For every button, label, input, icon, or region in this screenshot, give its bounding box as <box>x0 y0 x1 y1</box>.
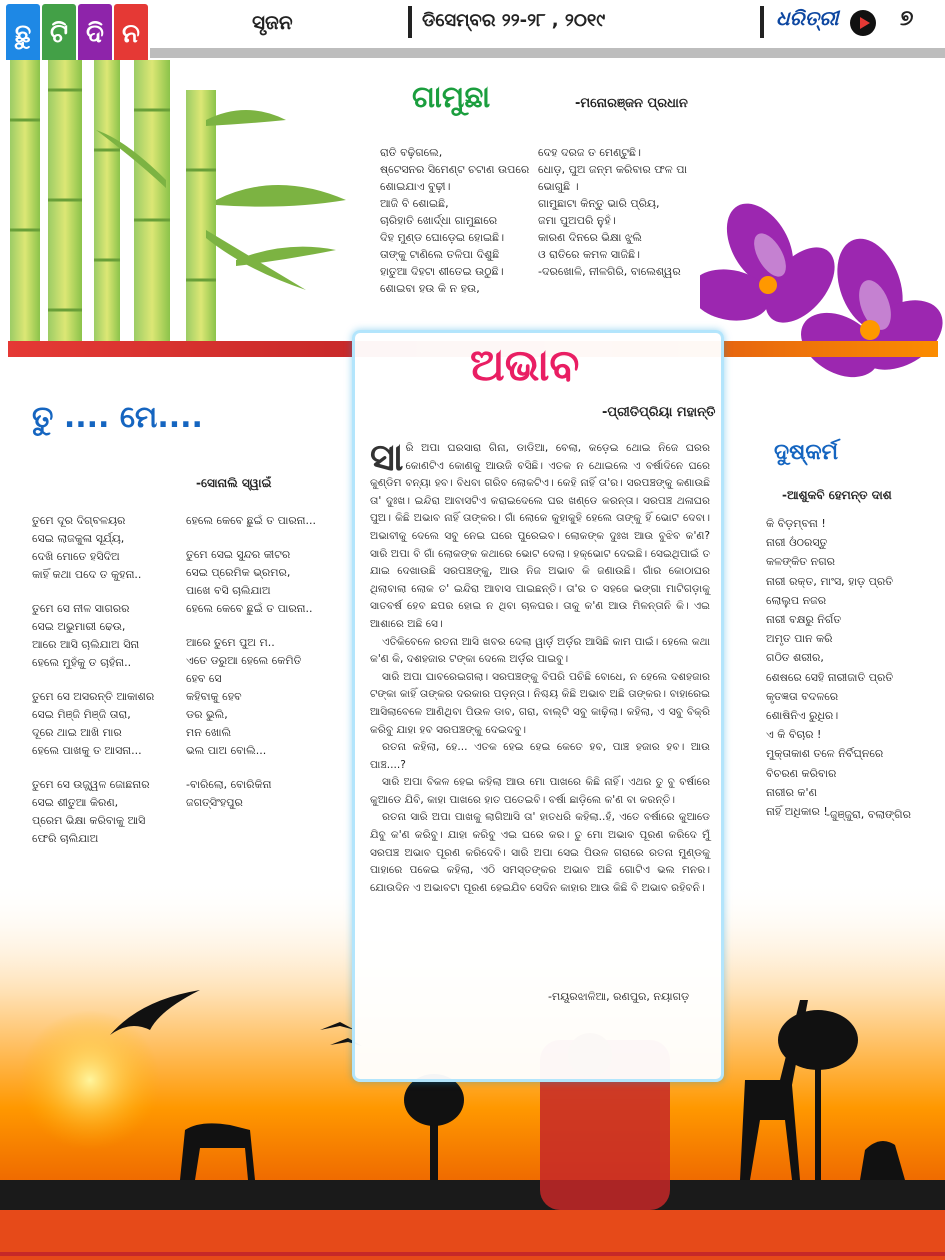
poem-line: ନାରୀ ବକ୍ଷରୁ ନିର୍ଗତ <box>766 613 842 627</box>
story-paragraph: ଏତିକିବେଳେ ରତନା ଆସି ଖବର ଦେଲା ୱାର୍ଡ଼ ଅର୍ଡ଼ର ଆସିଛି କାମ ପାଇଁ। ହେଲେ କଥା କ'ଣ କି, ଦଶହଜାର ଟଙ୍କା ଦେଲେ ଅର୍ଡ଼ର ପାଇବୁ। <box>370 635 710 666</box>
poem-line: ଶେଷରେ ସେହି ନାରୀଜାତି ପ୍ରତି <box>766 670 894 684</box>
story-paragraph: ସାରି ଅପା ଘାବରେଇଗଲା। ସରପଞ୍ଚଙ୍କୁ ବିପରି ପଚିଛି ବୋଧେ, ନ ହେଲେ ଦଶହଜାର ଟଙ୍କା କାହିଁ ତାଙ୍କର ଦରକାର ପଡ଼ନ୍ତା। ନିଶ୍ଚୟ କିଛି ଅଭାବ ଅଛି ତାଙ୍କର। ବାହାରେଇ ଆସିଲାବେଳେ ଆଣିଥିବା ପିଉଳ ଡାବ, ଗରା, ବାଲ୍ଟି ସବୁ କାଢ଼ିଲା। କହିଲା, ଏ ସବୁ ବିକ୍ରି କରିବୁ ଯାହା ହବ ସରପଞ୍ଚଙ୍କୁ ଦେଇଦବୁ। <box>370 670 710 736</box>
poem-line: ତାଙ୍କୁ ଟାଣିଲେ ତଳିପା ଦିଶୁଛି <box>380 248 500 261</box>
page-number: ୭ <box>900 6 914 31</box>
poem-line: ରାତି ବଢ଼ିଗଲେ, <box>380 146 443 159</box>
poem-line: ଧୋଡ଼, ପୁଅ ଜନ୍ମ କରିବାର ଫଳ ପା <box>538 163 687 176</box>
footer-rule <box>0 1252 945 1256</box>
page-header <box>0 0 945 50</box>
brand-letter: ନ <box>114 4 148 64</box>
poem-line: ଷ୍ଟେସନର ସିମେଣ୍ଟ ଚଟାଣ ଉପରେ <box>380 163 530 176</box>
poem-line: ଗଠିତ ଶରୀର, <box>766 651 824 665</box>
brand-letter: ଛୁ <box>6 4 40 64</box>
poem-signature: -ଜୁଞ୍ଜୁରା, ବଲାଙ୍ଗିର <box>826 808 911 821</box>
poem-line: କାହିଁ କଥା ପଦେ ତ କୁହନା.. <box>32 568 142 581</box>
poem-column <box>766 514 893 821</box>
poem-author: -ଆଶୁକବି ହେମନ୍ତ ଦାଶ <box>782 488 892 502</box>
story-paragraph: ସାରି ଅପା ଘରସାରା ଗିନା, ଡାଡିଆ, ବେଲା, କଡ଼େଇ ଥୋଇ ନିଜେ ଘରର କୋଣଟିଏ କୋଣକୁ ଆଉଜି ବସିଛି। ଏତକ ନ ଥୋଇଲେ ଏ ବର୍ଷାଦିନେ ଘରେ କୁଣ୍ଡିମ ବନ୍ୟା ହବ। ବିଧବା ଗରିବ ଲୋକଟିଏ। କେହି ନାହିଁ ତା'ର। ସରପଞ୍ଚଙ୍କୁ କଣାଉଛି ତା' ଦୁଃଖ। ଇନ୍ଦିରା ଆବାସଟିଏ କରାଇଦେଲେ ଘର ଖଣ୍ଡେ କରନ୍ତା। ସରପଞ୍ଚ ଥଳାଘର ପୁଅ। କିଛି ଅଭାବ ନାହିଁ ତାଙ୍କର। ଗାଁ ଲୋକେ କୁହାକୁହି ହେଲେ ତାଙ୍କୁ ହିଁ ଭୋଟ ଦେବା। ଅଭାବୀକୁ ଦେଲେ ସବୁ ନେଇ ଘରେ ପୁରେଇବ। ଲୋକଙ୍କ ଦୁଃଖ ଆଉ ବୁଝିବ କ'ଣ? ସାରି ଅପା ବି ଗାଁ ଲୋକଙ୍କ କଥାରେ ଭୋଟ ଦେଲା। ହକ୍‌ଭୋଟ ଦେଇଛି। ସେଇଥିପାଇଁ ତ ଯାଇ ଦେଖାଉଛି ସରପଞ୍ଚଙ୍କୁ, ଆଉ ନିଜ ଅଭାବ କି ଜଣାଉଛି। ଗାଁର କୋଠାଘର ଥିଲାବାଲା ଲୋକ ତ' ଇନ୍ଦିରା ଆବାସ ପାଇଛନ୍ତି। ତା'ର ତ ସହଜେ ଭଙ୍ଗା ମାଟିଗଡ଼ାକୁ ସାତବର୍ଷ ହେବ ଛପର ହୋଇ ନ ଥିବା ଚାଳଘର। ତାକୁ କ'ଣ ଆଉ ମିଳନ୍ତାନି କି। ଏଇ ଆଶାରେ ଅଛି ସେ। <box>370 435 710 630</box>
poem-line: ପାଖେ ବସି ଚାଲିଯାଅ <box>186 584 271 597</box>
poem-line: ପ୍ରେମ ଭିକ୍ଷା କରିବାକୁ ଆସି <box>32 814 146 827</box>
poem-line: ହାତୁଆ ଦିହଟା ଶୀତେଇ ଉଠୁଛି। <box>380 265 504 278</box>
drop-cap: ସା <box>370 435 404 479</box>
poem-author: -ମନୋରଞ୍ଜନ ପ୍ରଧାନ <box>575 96 688 111</box>
poem-column <box>32 512 154 848</box>
poem-line: ସେଇ ଶୀତୁଆ କିରଣ, <box>32 796 119 809</box>
poem-line: ଏ କି ବିଚାର ! <box>766 728 822 742</box>
play-icon <box>850 10 876 36</box>
story-paragraph: ରତନା କହିଲା, ହେ... ଏତକ ହେଇ ହେଇ କେତେ ହବ, ପାଞ୍ଚ ହଜାର ହବ। ଆଉ ପାଞ୍ଚ....? <box>370 741 710 771</box>
poem-line: ଶୋଷିନିଏ ରୁଧିର। <box>766 709 839 723</box>
poem-line: ଭଲ ପାଅ ବୋଲି... <box>186 744 267 757</box>
poem-line: ଲୋଲୁପ ନଜର <box>766 593 827 607</box>
poem-line: ସେଇ ଲାଜକୁଳା ସୂର୍ଯ୍ୟ, <box>32 532 125 545</box>
poem-line: ନାରୀ ରକ୍ତ, ମାଂସ, ହାଡ଼ ପ୍ରତି <box>766 574 894 588</box>
poem-line: ଡର ଭୁଲି, <box>186 708 228 721</box>
brand-letter: ଦି <box>78 4 112 64</box>
poem-line: ଦେଖି ମୋତେ ହସିଦିଅ <box>32 550 120 563</box>
poem-line: ଏତେ ଡରୁଆ ହେଲେ କେମିତି <box>186 654 302 667</box>
newspaper-logo: ଧରିତ୍ରୀ <box>776 6 839 30</box>
story-author: -ପ୍ରୀତିପ୍ରିୟା ମହାନ୍ତି <box>602 405 716 420</box>
issue-date: ଡିସେମ୍ବର ୨୨-୨୮ , ୨୦୧୯ <box>422 10 606 31</box>
poem-line: ହେବ ସେ <box>186 672 222 685</box>
poem-line: ସେଇ ମିଞ୍ଜି ମିଞ୍ଜି ତାରା, <box>32 708 131 721</box>
poem-line: ହେଲେ କେବେ ଛୁଇଁ ତ ପାରନା... <box>186 514 317 527</box>
poem-line: ଆଜି ବି ଶୋଇଛି, <box>380 197 449 210</box>
brand-letter: ଟି <box>42 4 76 64</box>
poem-line: ଅମୃତ ପାନ କରି <box>766 632 833 646</box>
section-name: ସୃଜନ <box>252 10 293 34</box>
bamboo-illustration <box>6 60 351 342</box>
poem-signature: -ଦରଖୋଳି, ନୀଳଗିରି, ବାଲେଶ୍ୱର <box>538 265 681 278</box>
poem-column <box>538 144 687 280</box>
poem-line: ହେଲେ ମୁହଁକୁ ତ ଚାହଁନା.. <box>32 656 132 669</box>
poem-line: ତୁମେ ଦୂର ଦିଗ୍‌ବଳୟର <box>32 514 126 527</box>
poem-column <box>380 144 529 297</box>
poem-author: -ସୋନାଲି ସ୍ୱାଇଁ <box>196 476 272 490</box>
poem-line: ଦୂରେ ଥାଇ ଆଖି ମାର <box>32 726 122 739</box>
poem-line: ହେଲେ ପାଖକୁ ତ ଆସନା... <box>32 744 142 757</box>
poem-line: ନାରୀ ଓଁଠରସ୍ତୁ <box>766 536 828 550</box>
story-title: ଅଭାବ <box>470 340 580 391</box>
poem-column <box>186 512 316 812</box>
poem-line: ଜମା ପୁଅପରି ନୁହଁ। <box>538 214 616 227</box>
divider <box>408 6 412 38</box>
poem-line: ବିଚରଣ କରିବାର <box>766 766 837 780</box>
poem-line: କହିବାକୁ ହେବ <box>186 690 242 703</box>
story-paragraph: ରତନା ସାରି ଅପା ପାଖକୁ ଲାଗିଆସି ତା' ହାତଧରି କହିଲା..ହଁ, ଏତେ ବର୍ଷାରେ କୁଆଡେ ଯିବୁ କ'ଣ କରିବୁ। ଯାହା କରିବୁ ଏଇ ଘରେ କର। ତୁ ମୋ ଅଭାବ ପୂରଣ କରିଦେ ମୁଁ ସରପଞ୍ଚ ଅଭାବ ପୂରଣ କରିଦେବି। ସାରି ଅପା ସେଇ ପିଉଳ ଗରାରେ ରତନା ମୁଣ୍ଡକୁ ପାହାରେ ପକେଇ କହିଲା, ଏଠି ସମସ୍ତଙ୍କର ଅଭାବ ଅଛି ଗୋଟିଏ ଭଲ ମନର। ଯୋଉଦିନ ଏ ଅଭାବଟା ପୂରଣ ହେଇଯିବ ସେଦିନ କାହାର ଆଉ କିଛି ବି ଅଭାବ ରହିବନି। <box>370 811 710 894</box>
poem-line: ଫେରି ଚାଲିଯାଅ <box>32 832 99 845</box>
poem-line: ଚାରିହାତି ଖୋର୍ଦ୍ଧା ଗାମୁଛାରେ <box>380 214 498 227</box>
poem-line: ଶୋଇବା ହଉ କି ନ ହଉ, <box>380 282 480 295</box>
poem-line: କି ବିଡ଼ମ୍ବନା ! <box>766 517 826 530</box>
story-body <box>370 435 710 897</box>
poem-line: ଶୋଇଯାଏ ବୁଢ଼ୀ। <box>380 180 451 193</box>
poem-line: ଆରେ ତୁମେ ପୁଅ ମ.. <box>186 636 275 649</box>
poem-title: ଦୁଷ୍କର୍ମ <box>774 440 839 465</box>
poem-line: ନାହିଁ ଅଧିକାର ! <box>766 805 828 819</box>
poem-line: କୃତଜ୍ଞତା ବଦଳରେ <box>766 689 839 703</box>
poem-line: ଓ ରାତିରେ କମଳ ସାଜିଛି। <box>538 248 641 261</box>
poem-line: ତୁମେ ସେ ନୀଳ ସାଗରର <box>32 602 130 615</box>
poem-line: ମନ ଖୋଲି <box>186 726 232 739</box>
poem-signature: -ବାରିଲୋ, ବୋରିକିନା <box>186 778 272 791</box>
poem-line: ହେଲେ କେବେ ଛୁଇଁ ତ ପାରନା.. <box>186 602 313 615</box>
brand-logo <box>6 4 148 64</box>
poem-line: ଦିହ ମୁଣ୍ଡ ଘୋଡ଼େଇ ହୋଇଛି। <box>380 231 505 244</box>
poem-line: ଦେହ ଦରଜ ତ ମେଣ୍ଟୁଛି। <box>538 146 641 159</box>
poem-line: ତୁମେ ସେଇ ସୁନ୍ଦର କୀଟର <box>186 548 291 561</box>
poem-line: ତୁମେ ସେ ଅସରନ୍ତି ଆକାଶର <box>32 690 155 703</box>
poem-line: ନାରୀର କ'ଣ <box>766 785 817 799</box>
story-paragraph: ସାରି ଅପା ବିକଳ ହେଇ କହିଲା ଆଉ ମୋ ପାଖରେ କିଛି ନାହିଁ। ଏଥର ତୁ ବୁ ବର୍ଷାରେ କୁଆଡେ ଯିବି, କାହା ପାଖରେ ହାତ ପତେଇବି। ବର୍ଷା ଛାଡ଼ିଲେ କ'ଣ ବା କରନ୍ତି। <box>370 776 710 806</box>
story-signature: -ମୟୂରଝାଳିଆ, ରଣପୁର, ନୟାଗଡ଼ <box>548 990 690 1003</box>
poem-line: ଭୋଗୁଛି । <box>538 180 579 193</box>
poem-signature: ଜଗତ୍‌ସିଂହପୁର <box>186 796 243 809</box>
poem-line: ସେଇ ପ୍ରେମିକ ଭ୍ରମର, <box>186 566 291 579</box>
poem-title: ଗାମୁଛା <box>412 80 491 115</box>
divider <box>760 6 764 38</box>
poem-title: ତୁ .... ମେ.... <box>32 400 203 435</box>
poem-line: କାରଣ ଦିନରେ ଭିକ୍ଷା ଝୁଲି <box>538 231 642 244</box>
poem-line: ତୁମେ ସେ ଉଜ୍ଜ୍ୱଳ ଜୋଛନାର <box>32 778 150 791</box>
poem-line: ଆରେ ଆସି ଚାଲିଯାଅ ସିନା <box>32 638 140 651</box>
poem-line: କଳଙ୍କିତ ନଗର <box>766 555 836 569</box>
poem-line: ମୁକ୍ତାକାଶ ତଳେ ନିର୍ବିଘ୍ନରେ <box>766 747 884 761</box>
poem-line: ଗାମୁଛାଟା କିନ୍ତୁ ଭାରି ପ୍ରିୟ, <box>538 197 660 210</box>
header-rule <box>150 48 945 58</box>
poem-line: ସେଇ ଅଭୁମାରୀ ଢେଉ, <box>32 620 126 633</box>
